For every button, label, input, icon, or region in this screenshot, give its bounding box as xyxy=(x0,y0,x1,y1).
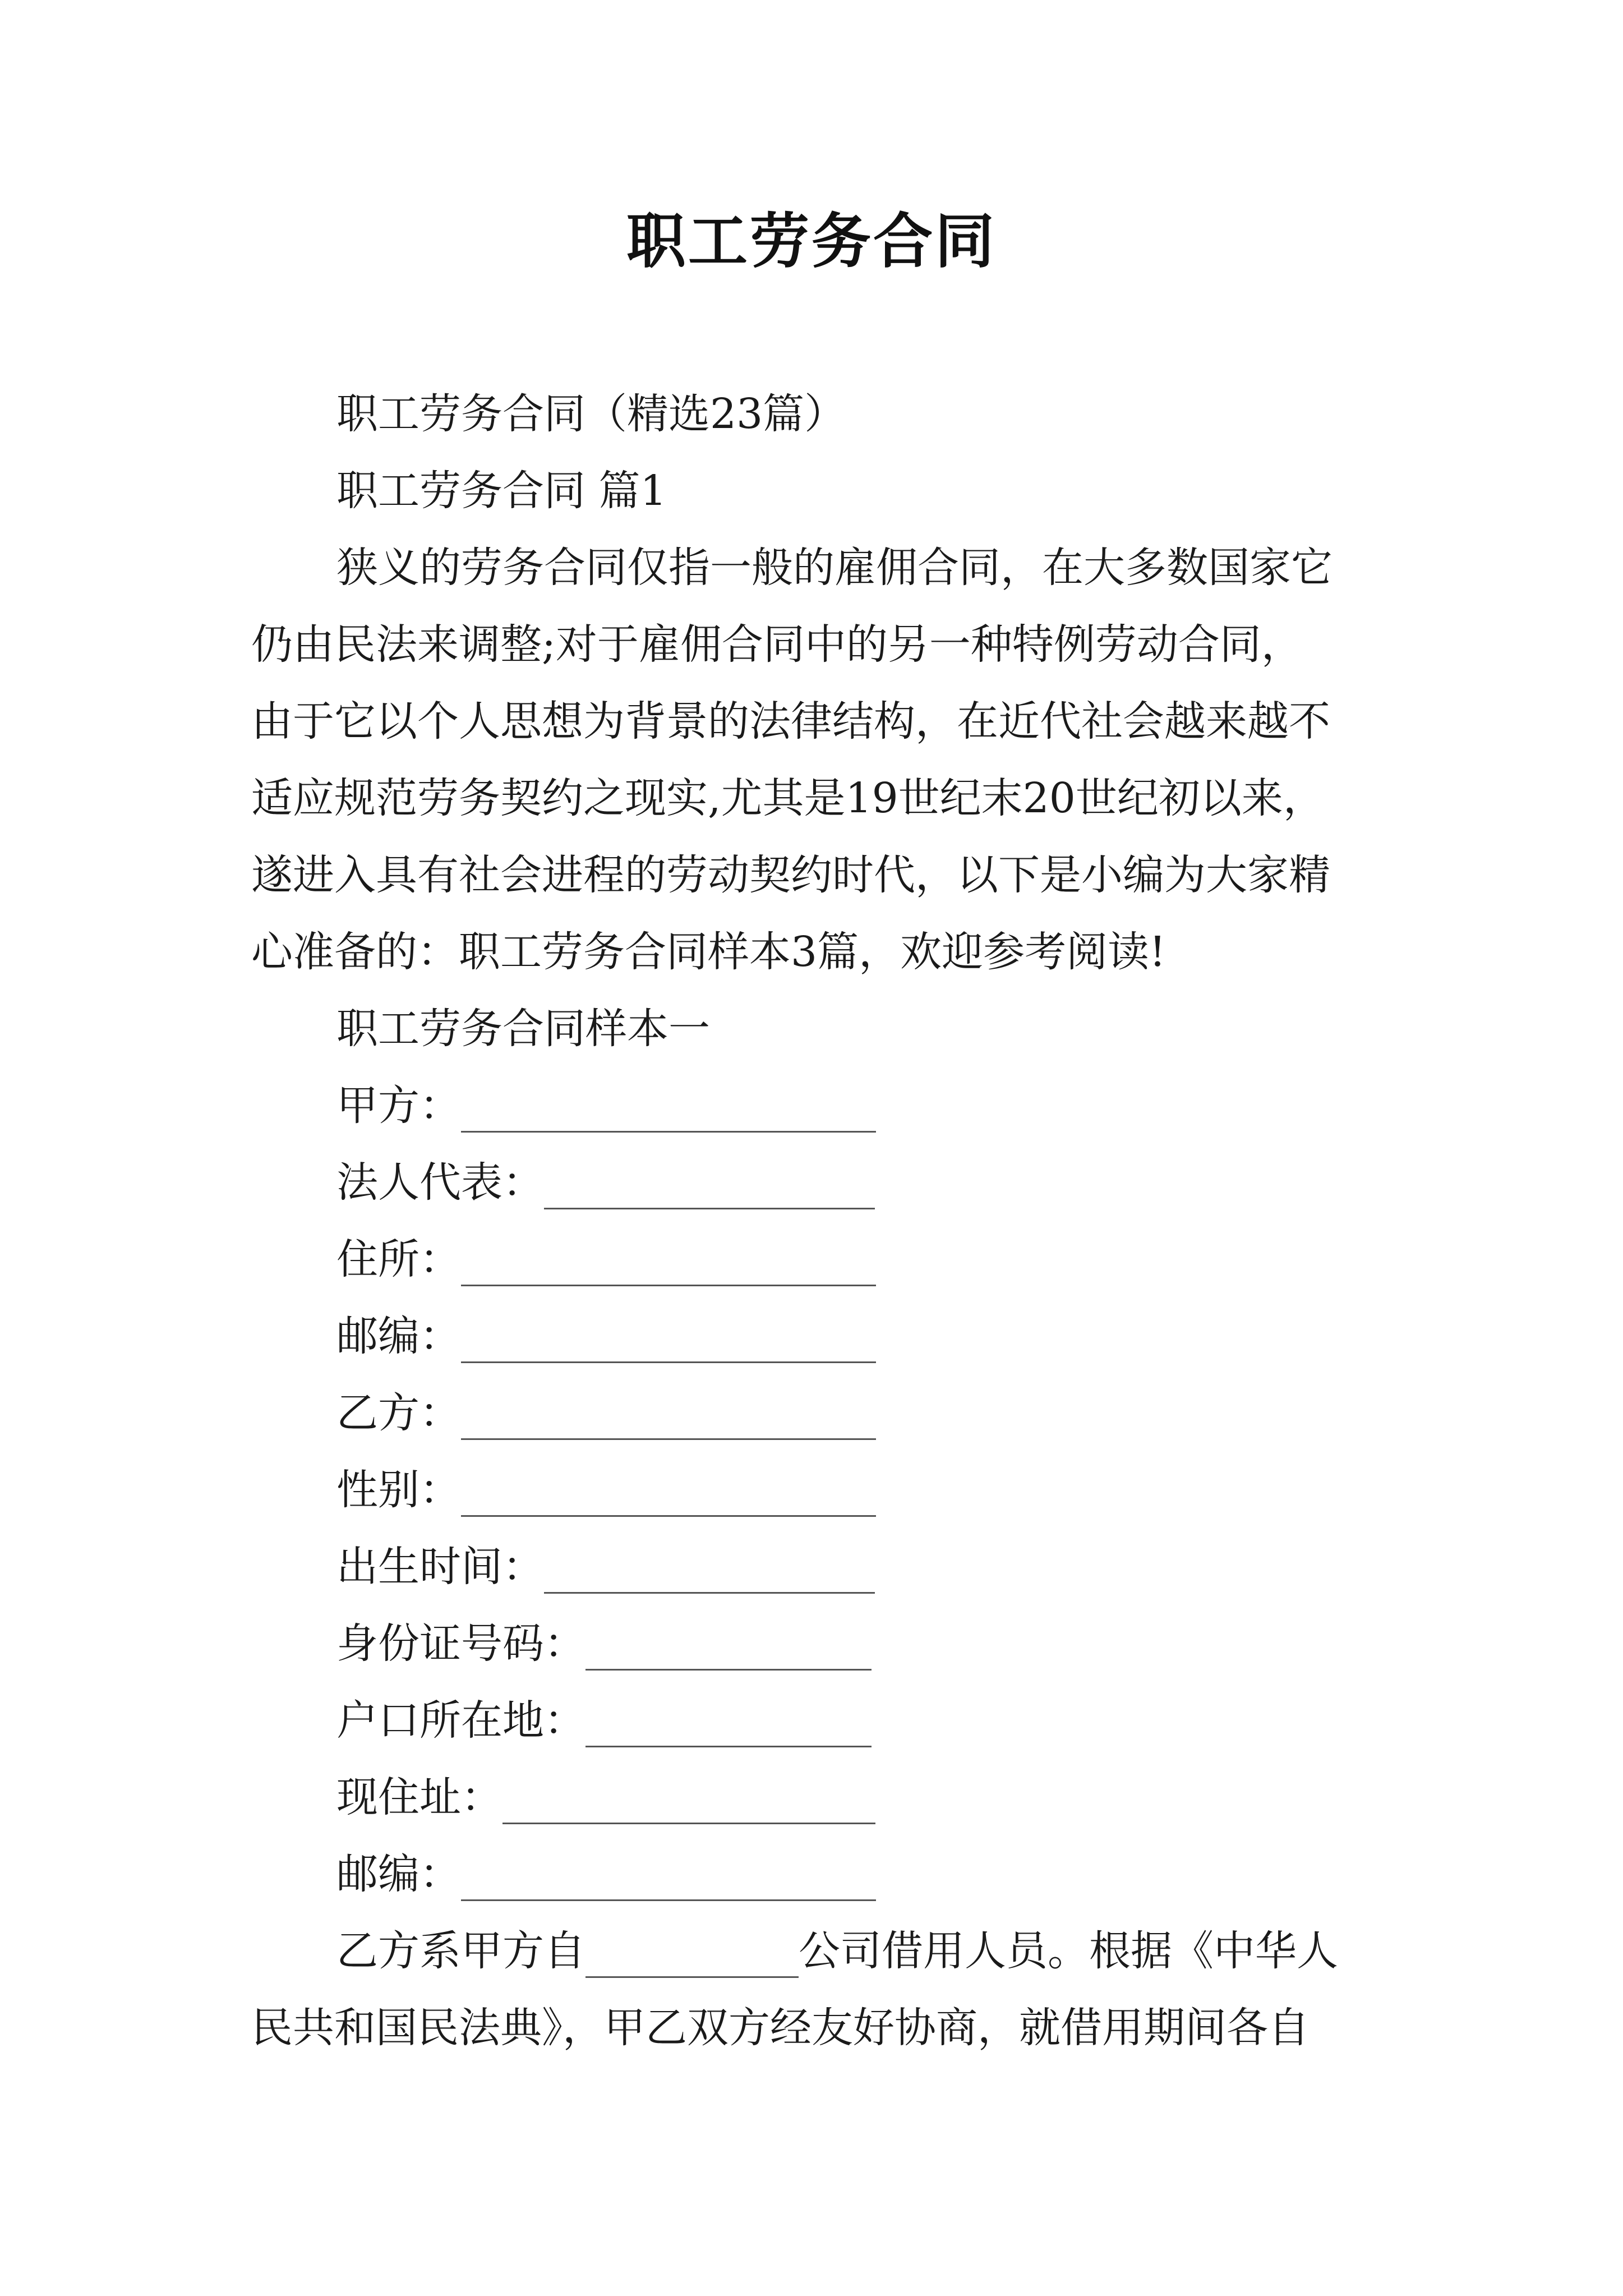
intro-line-1: 狭义的劳务合同仅指一般的雇佣合同，在大多数国家它 xyxy=(336,544,1332,592)
field-label: 现住址： xyxy=(336,1773,502,1821)
fill-blank xyxy=(461,1080,876,1133)
document-subtitle: 职工劳务合同（精选23篇） xyxy=(336,390,846,438)
intro-line-3: 由于它以个人思想为背景的法律结构，在近代社会越来越不 xyxy=(251,697,1330,746)
field-label: 法人代表： xyxy=(336,1158,544,1207)
intro-line-2: 仍由民法来调整;对于雇佣合同中的另一种特例劳动合同， xyxy=(251,620,1303,669)
closing-text-start: 乙方系甲方自 xyxy=(336,1927,585,1975)
closing-line-2: 民共和国民法典》，甲乙双方经友好协商，就借用期间各自 xyxy=(251,2004,1310,2052)
field-postcode-a xyxy=(336,1297,876,1375)
document-title: 职工劳务合同 xyxy=(626,206,997,276)
field-id-number xyxy=(336,1604,872,1683)
fill-blank xyxy=(585,1695,872,1747)
field-label: 户口所在地： xyxy=(336,1696,585,1745)
fill-blank xyxy=(585,1618,872,1671)
fill-blank xyxy=(544,1157,875,1209)
fill-blank xyxy=(461,1465,876,1517)
field-party-b xyxy=(336,1374,876,1452)
fill-blank xyxy=(461,1849,876,1901)
intro-line-5: 遂进入具有社会进程的劳动契约时代，以下是小编为大家精 xyxy=(251,851,1330,899)
fill-blank xyxy=(585,1926,799,1978)
sample-heading: 职工劳务合同样本一 xyxy=(336,1005,710,1053)
section-heading: 职工劳务合同 篇1 xyxy=(336,467,667,515)
field-current-address xyxy=(336,1758,875,1837)
closing-line-1 xyxy=(336,1912,1464,1990)
field-label: 身份证号码： xyxy=(336,1619,585,1668)
field-label: 乙方： xyxy=(336,1389,461,1437)
field-label: 甲方： xyxy=(336,1082,461,1130)
field-address xyxy=(336,1220,876,1299)
fill-blank xyxy=(502,1772,875,1824)
field-household xyxy=(336,1681,872,1760)
closing-text-end: 公司借用人员。根据《中华人 xyxy=(799,1927,1338,1975)
intro-line-6: 心准备的：职工劳务合同样本3篇，欢迎参考阅读! xyxy=(251,928,1166,976)
field-gender xyxy=(336,1451,876,1529)
fill-blank xyxy=(461,1388,876,1440)
field-label: 性别： xyxy=(336,1466,461,1514)
field-birth-date xyxy=(336,1527,875,1606)
field-label: 邮编： xyxy=(336,1850,461,1898)
intro-line-4: 适应规范劳务契约之现实,尤其是19世纪末20世纪初以来， xyxy=(251,774,1325,822)
fill-blank xyxy=(461,1234,876,1286)
field-party-a xyxy=(336,1066,876,1145)
field-legal-rep xyxy=(336,1143,875,1222)
field-label: 邮编： xyxy=(336,1312,461,1360)
field-postcode-b xyxy=(336,1835,876,1913)
fill-blank xyxy=(461,1311,876,1363)
field-label: 住所： xyxy=(336,1235,461,1283)
field-label: 出生时间： xyxy=(336,1543,544,1591)
fill-blank xyxy=(544,1542,875,1594)
